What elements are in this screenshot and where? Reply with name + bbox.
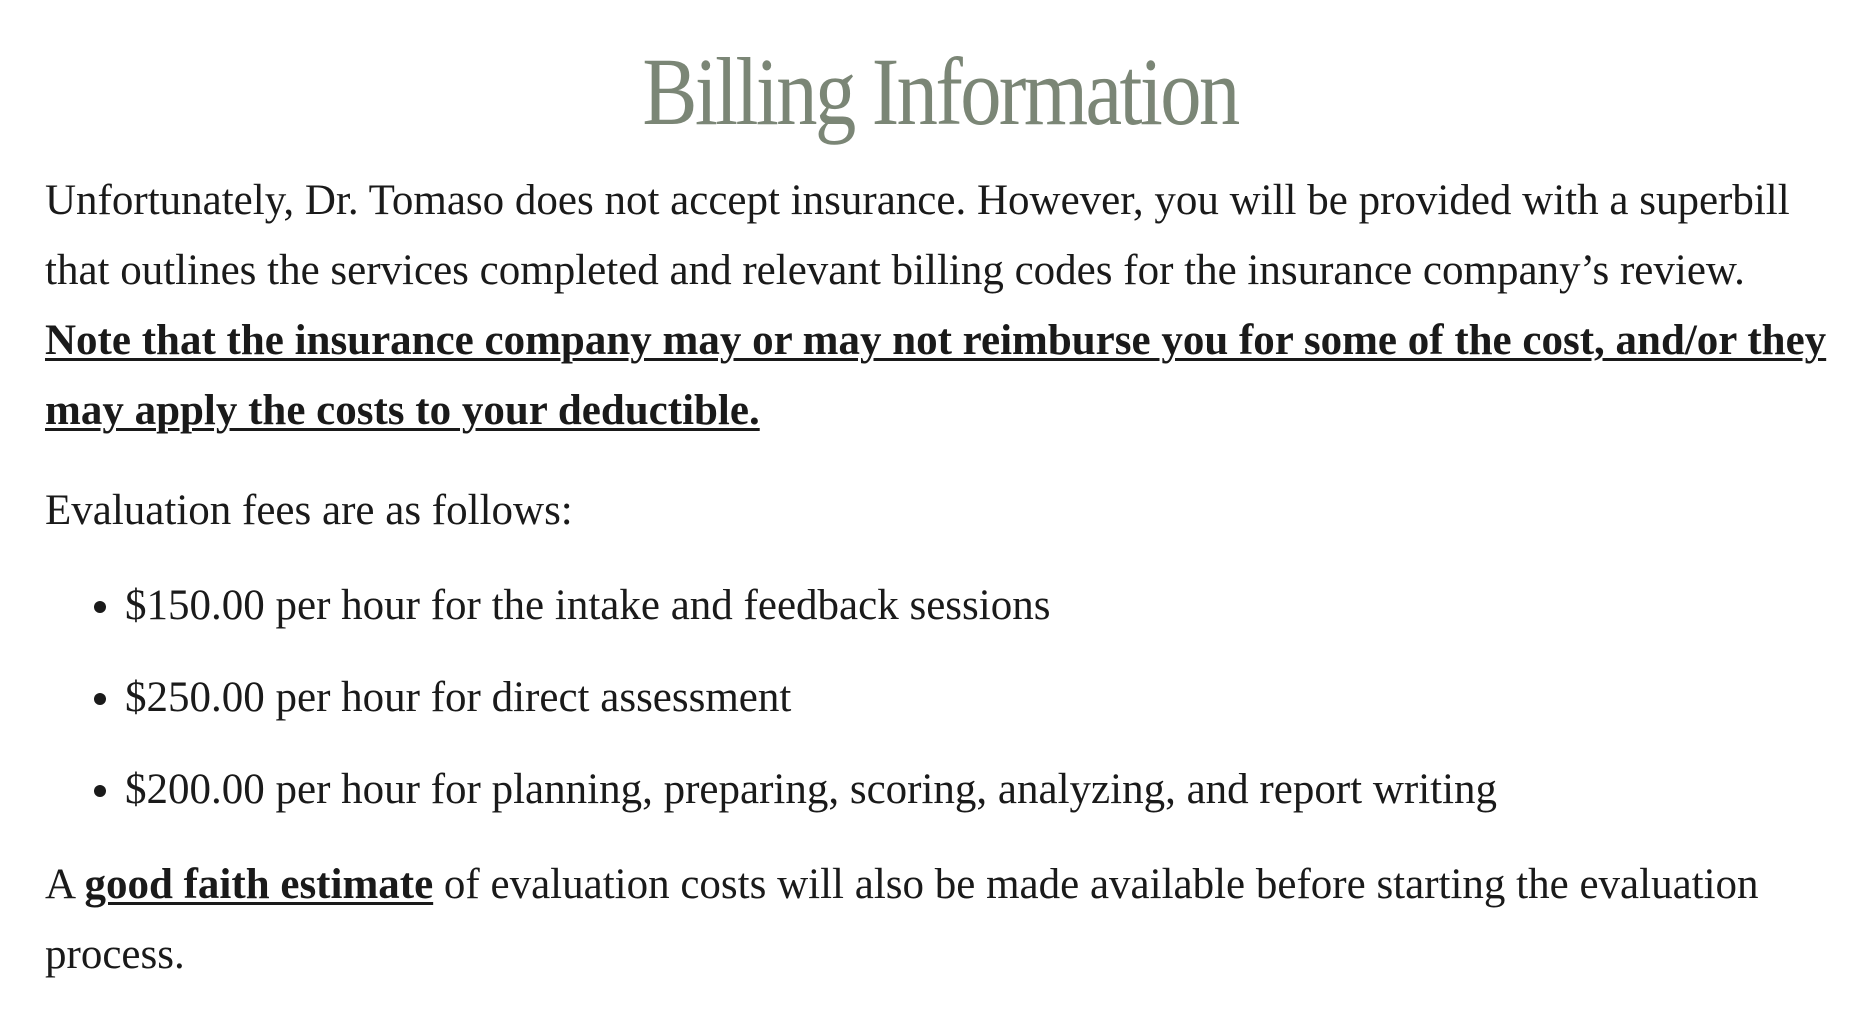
fee-item-assessment: • $250.00 per hour for direct assessment [125, 666, 1835, 730]
billing-section [45, 0, 1835, 990]
intro-text: Unfortunately, Dr. Tomaso does not accept insurance. However, you will be provided with a superbill that outlines the services completed and relevant billing codes for the insurance company’s review. [45, 177, 1790, 294]
closing-prefix: A [45, 861, 85, 908]
fee-list [45, 574, 1835, 822]
page-title: Billing Information [642, 38, 1238, 145]
intro-paragraph [45, 166, 1835, 446]
closing-suffix: of evaluation costs will also be made available before starting the evaluation process. [45, 861, 1759, 978]
good-faith-estimate-link[interactable]: good faith estimate [84, 861, 434, 908]
closing-paragraph [45, 850, 1835, 990]
fees-intro: Evaluation fees are as follows: [45, 487, 573, 534]
fee-item-report: • $200.00 per hour for planning, preparing, scoring, analyzing, and report writing [125, 758, 1835, 822]
fee-item-intake: • $150.00 per hour for the intake and feedback sessions [125, 574, 1835, 638]
insurance-note: Note that the insurance company may or may not reimburse you for some of the cost, and/or they may apply the costs to your deductible. [45, 317, 1827, 434]
